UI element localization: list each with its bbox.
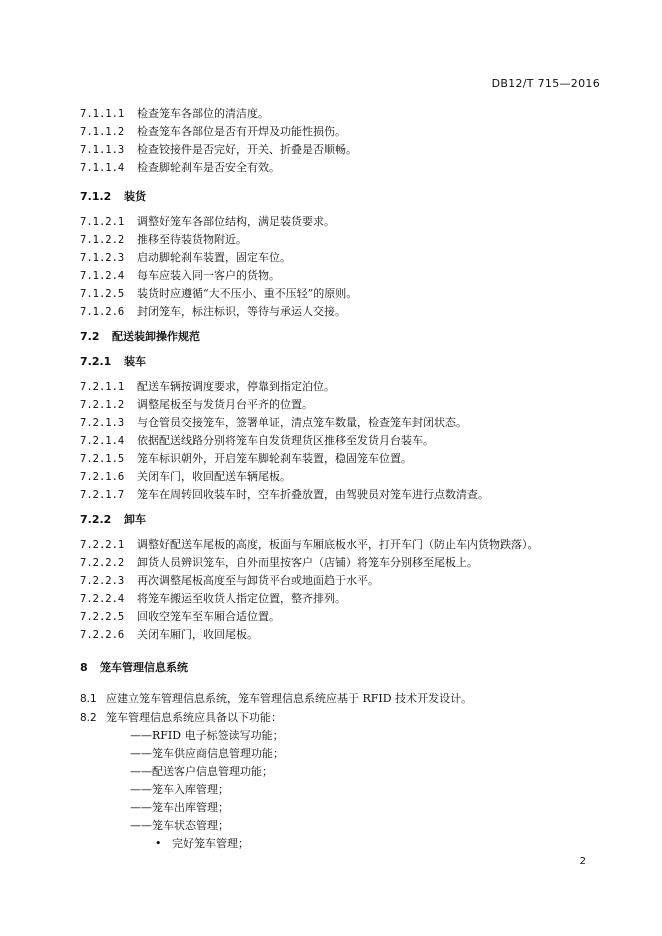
clause-line <box>80 592 346 606</box>
clause-number: 7.2 <box>80 330 100 343</box>
clause-text: 与仓管员交接笼车，签署单证，清点笼车数量，检查笼车封闭状态。 <box>137 416 467 429</box>
clause-number: 7.1.2.3 <box>80 252 125 264</box>
function-list-item: ——笼车状态管理； <box>130 819 229 832</box>
clause-line <box>80 143 357 157</box>
clause-text: 检查铰接件是否完好，开关、折叠是否顺畅。 <box>137 143 357 156</box>
clause-number: 7.1.2.5 <box>80 288 125 300</box>
page-number: 2 <box>579 856 586 867</box>
clause-line <box>80 488 489 502</box>
clause-number: 7.2.1 <box>80 355 112 368</box>
clause-number: 8.1 <box>80 693 97 705</box>
clause-line <box>80 269 280 283</box>
clause-number: 7.2.1.5 <box>80 453 125 465</box>
section-heading <box>80 190 146 204</box>
clause-number: 7.2.1.3 <box>80 417 125 429</box>
function-list-item: ——笼车入库管理； <box>130 783 229 796</box>
clause-line <box>80 161 280 175</box>
clause-line <box>80 556 478 570</box>
clause-text: 装货时应遵循“大不压小、重不压轻”的原则。 <box>137 287 358 300</box>
clause-line <box>80 574 379 588</box>
clause-text: 卸货人员辨识笼车，自外而里按客户（店铺）将笼车分别移至尾板上。 <box>137 556 478 569</box>
clause-text: 调整尾板至与发货月台平齐的位置。 <box>137 398 313 411</box>
clause-number: 7.2.2.6 <box>80 629 125 641</box>
clause-text: 再次调整尾板高度至与卸货平台或地面趋于水平。 <box>137 574 379 587</box>
sub-list-text: 完好笼车管理； <box>172 837 249 850</box>
clause-number: 7.2.2 <box>80 513 112 526</box>
clause-text: 检查笼车各部位是否有开焊及功能性损伤。 <box>137 125 346 138</box>
clause-text: 卸车 <box>124 513 146 526</box>
clause-number: 8.2 <box>80 712 97 724</box>
clause-line <box>80 125 346 139</box>
clause-line <box>80 470 291 484</box>
bullet-icon: • <box>155 837 162 850</box>
clause-number: 7.1.1.1 <box>80 108 125 120</box>
clause-text: 每车应装入同一客户的货物。 <box>137 269 280 282</box>
clause-line <box>80 452 412 466</box>
clause-text: 检查脚轮刹车是否安全有效。 <box>137 161 280 174</box>
clause-number: 7.2.2.1 <box>80 539 125 551</box>
clause-text: 调整好笼车各部位结构，满足装货要求。 <box>137 215 335 228</box>
document-id-header: DB12/T 715—2016 <box>491 77 600 90</box>
function-list-item: ——笼车供应商信息管理功能； <box>130 747 284 760</box>
clause-text: 调整好配送车尾板的高度，板面与车厢底板水平，打开车门（防止车内货物跌落）。 <box>137 538 539 551</box>
clause-text: 笼车管理信息系统 <box>100 661 188 674</box>
clause-text: 检查笼车各部位的清洁度。 <box>137 107 269 120</box>
clause-line <box>80 628 258 642</box>
clause-text: 笼车在周转回收装车时，空车折叠放置，由驾驶员对笼车进行点数清查。 <box>137 488 489 501</box>
clause-text: 装车 <box>124 355 146 368</box>
clause-line <box>80 287 357 301</box>
clause-text: 封闭笼车，标注标识，等待与承运人交接。 <box>137 305 346 318</box>
clause-text: 推移至待装货物附近。 <box>137 233 247 246</box>
function-list-item: ——笼车出库管理； <box>130 801 229 814</box>
sub-list-item <box>155 837 249 851</box>
clause-text: 笼车管理信息系统应具备以下功能： <box>106 711 282 724</box>
clause-text: 关闭车厢门，收回尾板。 <box>137 628 258 641</box>
clause-number: 7.1.2.2 <box>80 234 125 246</box>
clause-number: 7.2.1.7 <box>80 489 125 501</box>
clause-text: 回收空笼车至车厢合适位置。 <box>137 610 280 623</box>
clause-line <box>80 692 472 706</box>
clause-number: 7.2.2.4 <box>80 593 125 605</box>
clause-number: 7.1.2.1 <box>80 216 125 228</box>
clause-line <box>80 538 539 552</box>
clause-number: 7.1.1.4 <box>80 162 125 174</box>
clause-line <box>80 416 467 430</box>
clause-line <box>80 233 247 247</box>
section-heading <box>80 355 146 369</box>
clause-line <box>80 107 269 121</box>
clause-number: 7.1.2 <box>80 190 112 203</box>
clause-line <box>80 434 434 448</box>
clause-line <box>80 251 291 265</box>
clause-number: 7.2.2.5 <box>80 611 125 623</box>
clause-number: 7.2.1.1 <box>80 381 125 393</box>
clause-number: 7.1.1.2 <box>80 126 125 138</box>
clause-line <box>80 380 335 394</box>
clause-text: 应建立笼车管理信息系统，笼车管理信息系统应基于 RFID 技术开发设计。 <box>106 692 473 705</box>
section-heading <box>80 330 200 344</box>
clause-text: 将笼车搬运至收货人指定位置，整齐排列。 <box>137 592 346 605</box>
clause-number: 8 <box>80 661 88 674</box>
clause-number: 7.1.2.4 <box>80 270 125 282</box>
clause-number: 7.2.1.4 <box>80 435 125 447</box>
clause-number: 7.2.1.2 <box>80 399 125 411</box>
clause-text: 启动脚轮刹车装置，固定车位。 <box>137 251 291 264</box>
clause-text: 装货 <box>124 190 146 203</box>
function-list-item: ——配送客户信息管理功能； <box>130 765 273 778</box>
section-heading <box>80 513 146 527</box>
function-list-item: ——RFID 电子标签读写功能； <box>130 729 284 742</box>
section-heading <box>80 661 188 675</box>
clause-text: 配送装卸操作规范 <box>112 330 200 343</box>
clause-number: 7.1.2.6 <box>80 306 125 318</box>
clause-text: 依据配送线路分别将笼车自发货理货区推移至发货月台装车。 <box>137 434 434 447</box>
clause-number: 7.1.1.3 <box>80 144 125 156</box>
clause-text: 关闭车门，收回配送车辆尾板。 <box>137 470 291 483</box>
clause-line <box>80 305 346 319</box>
clause-line <box>80 398 313 412</box>
clause-line <box>80 215 335 229</box>
clause-number: 7.2.2.3 <box>80 575 125 587</box>
clause-text: 笼车标识朝外，开启笼车脚轮刹车装置，稳固笼车位置。 <box>137 452 412 465</box>
clause-text: 配送车辆按调度要求，停靠到指定泊位。 <box>137 380 335 393</box>
clause-line <box>80 610 280 624</box>
clause-number: 7.2.1.6 <box>80 471 125 483</box>
clause-number: 7.2.2.2 <box>80 557 125 569</box>
clause-line <box>80 711 282 725</box>
